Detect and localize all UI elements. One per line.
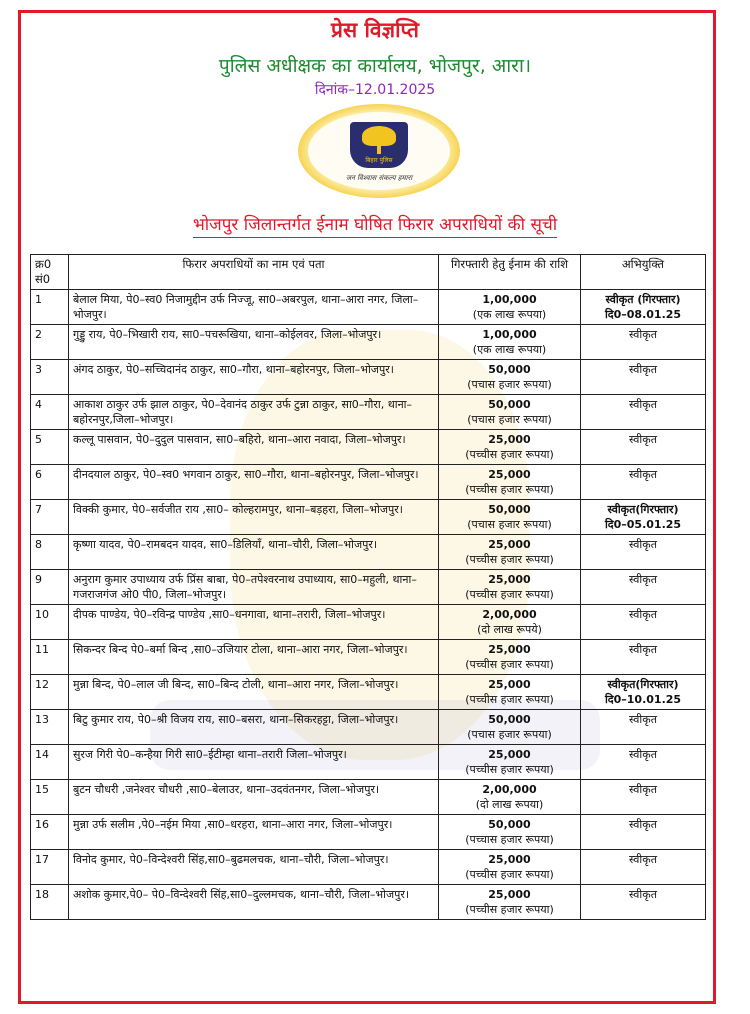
serial-no: 14 xyxy=(31,745,69,780)
remark-cell xyxy=(581,535,706,570)
remark-status: स्वीकृत xyxy=(629,853,657,866)
reward-cell xyxy=(439,710,581,745)
reward-amount: 1,00,000 xyxy=(482,293,537,306)
remark-cell xyxy=(581,325,706,360)
remark-status: स्वीकृत xyxy=(629,713,657,726)
reward-amount: 25,000 xyxy=(488,468,531,481)
arrest-date: दि0–10.01.25 xyxy=(604,693,682,706)
reward-cell xyxy=(439,290,581,325)
table-row xyxy=(31,430,706,465)
reward-amount-words: (पचास हजार रूपया) xyxy=(467,728,552,741)
reward-cell xyxy=(439,640,581,675)
criminal-name-address: मुन्ना उर्फ सलीम ,पे0–नईम मिया ,सा0–धरहरा, थाना–आरा नगर, जिला–भोजपुर। xyxy=(69,815,439,850)
serial-no: 7 xyxy=(31,500,69,535)
serial-no: 4 xyxy=(31,395,69,430)
serial-no: 5 xyxy=(31,430,69,465)
criminal-name-address: अंगद ठाकुर, पे0–सच्चिदानंद ठाकुर, सा0–गौरा, थाना–बहोरनपुर, जिला–भोजपुर। xyxy=(69,360,439,395)
reward-amount: 50,000 xyxy=(488,713,531,726)
table-row xyxy=(31,710,706,745)
serial-no: 13 xyxy=(31,710,69,745)
reward-cell xyxy=(439,500,581,535)
reward-amount: 25,000 xyxy=(488,678,531,691)
reward-amount-words: (दो लाख रूपया) xyxy=(475,798,544,811)
serial-no: 2 xyxy=(31,325,69,360)
criminal-name-address: आकाश ठाकुर उर्फ झाल ठाकुर, पे0–देवानंद ठाकुर उर्फ टुन्ना ठाकुर, सा0–गौरा, थाना–बहोरनपुर,जिला–भोजपुर। xyxy=(69,395,439,430)
header-remark: अभियुक्ति xyxy=(581,255,706,290)
serial-no: 3 xyxy=(31,360,69,395)
reward-cell xyxy=(439,675,581,710)
reward-cell xyxy=(439,745,581,780)
office-name: पुलिस अधीक्षक का कार्यालय, भोजपुर, आरा। xyxy=(218,55,532,77)
table-row xyxy=(31,675,706,710)
reward-amount: 1,00,000 xyxy=(482,328,537,341)
serial-no: 8 xyxy=(31,535,69,570)
serial-no: 18 xyxy=(31,885,69,920)
reward-cell xyxy=(439,570,581,605)
bihar-police-logo xyxy=(298,104,460,198)
logo-inner xyxy=(308,112,450,190)
reward-cell xyxy=(439,325,581,360)
remark-status: स्वीकृत xyxy=(629,818,657,831)
logo-motto: जन विश्वास संकल्प हमारा xyxy=(345,174,413,182)
table-row xyxy=(31,745,706,780)
remark-status: स्वीकृत xyxy=(629,573,657,586)
remark-cell xyxy=(581,815,706,850)
remark-cell xyxy=(581,675,706,710)
police-emblem-icon xyxy=(350,122,408,168)
remark-status: स्वीकृत xyxy=(629,328,657,341)
table-row xyxy=(31,815,706,850)
reward-amount: 50,000 xyxy=(488,398,531,411)
serial-no: 10 xyxy=(31,605,69,640)
criminal-name-address: बेलाल मिया, पे0–स्व0 निजामुद्दीन उर्फ निज्जू, सा0–अबरपुल, थाना–आरा नगर, जिला–भोजपुर। xyxy=(69,290,439,325)
reward-amount: 2,00,000 xyxy=(482,608,537,621)
reward-cell xyxy=(439,815,581,850)
serial-no: 12 xyxy=(31,675,69,710)
remark-status: स्वीकृत xyxy=(629,433,657,446)
table-header-row xyxy=(31,255,706,290)
reward-cell xyxy=(439,850,581,885)
header-serial-no: क्र0 सं0 xyxy=(31,255,69,290)
tree-trunk xyxy=(377,144,381,154)
table-row xyxy=(31,605,706,640)
list-title xyxy=(0,212,750,235)
table-row xyxy=(31,360,706,395)
absconding-criminals-table xyxy=(30,254,706,920)
reward-amount-words: (पच्चीस हजार रूपया) xyxy=(465,483,554,496)
serial-no: 15 xyxy=(31,780,69,815)
reward-amount-words: (पच्चीस हजार रूपया) xyxy=(465,553,554,566)
remark-status: स्वीकृत xyxy=(629,538,657,551)
remark-cell xyxy=(581,430,706,465)
criminal-name-address: विक्की कुमार, पे0–सर्वजीत राय ,सा0– कोल्हरामपुर, थाना–बड़हरा, जिला–भोजपुर। xyxy=(69,500,439,535)
remark-status: स्वीकृत xyxy=(629,783,657,796)
table-row xyxy=(31,465,706,500)
arrest-date: दि0–08.01.25 xyxy=(604,308,682,321)
reward-amount-words: (पचास हजार रूपया) xyxy=(467,518,552,531)
remark-cell xyxy=(581,360,706,395)
criminal-name-address: बिटु कुमार राय, पे0–श्री विजय राय, सा0–बसरा, थाना–सिकरहट्टा, जिला–भोजपुर। xyxy=(69,710,439,745)
reward-amount: 25,000 xyxy=(488,433,531,446)
criminal-name-address: कृष्णा यादव, पे0–रामबदन यादव, सा0–डिलियाँ, थाना–चौरी, जिला–भोजपुर। xyxy=(69,535,439,570)
header-reward: गिरफ्तारी हेतु ईनाम की राशि xyxy=(439,255,581,290)
remark-cell xyxy=(581,570,706,605)
table-row xyxy=(31,395,706,430)
table-row xyxy=(31,290,706,325)
remark-cell xyxy=(581,500,706,535)
remark-status: स्वीकृत xyxy=(629,748,657,761)
remark-status: स्वीकृत xyxy=(629,363,657,376)
reward-cell xyxy=(439,605,581,640)
table-row xyxy=(31,850,706,885)
table-row xyxy=(31,885,706,920)
remark-cell xyxy=(581,780,706,815)
list-title-text: भोजपुर जिलान्तर्गत ईनाम घोषित फिरार अपराधियों की सूची xyxy=(193,215,557,238)
criminal-name-address: विनोद कुमार, पे0–विन्देश्वरी सिंह,सा0–बुढमलचक, थाना–चौरी, जिला–भोजपुर। xyxy=(69,850,439,885)
reward-amount: 50,000 xyxy=(488,503,531,516)
remark-cell xyxy=(581,290,706,325)
reward-cell xyxy=(439,395,581,430)
remark-status: स्वीकृत xyxy=(629,398,657,411)
reward-amount-words: (पच्चीस हजार रूपया) xyxy=(465,448,554,461)
table-row xyxy=(31,570,706,605)
reward-amount-words: (दो लाख रूपये) xyxy=(477,623,542,636)
reward-amount-words: (पच्चीस हजार रूपया) xyxy=(465,868,554,881)
remark-status: स्वीकृत (गिरफ्तार) xyxy=(605,293,681,306)
criminal-name-address: बुटन चौधरी ,जनेश्वर चौधरी ,सा0–बेलाउर, थाना–उदवंतनगर, जिला–भोजपुर। xyxy=(69,780,439,815)
reward-cell xyxy=(439,780,581,815)
reward-amount: 50,000 xyxy=(488,363,531,376)
serial-no: 11 xyxy=(31,640,69,675)
remark-status: स्वीकृत xyxy=(629,888,657,901)
tree-icon xyxy=(362,126,396,146)
remark-status: स्वीकृत xyxy=(629,643,657,656)
reward-cell xyxy=(439,885,581,920)
remark-status: स्वीकृत(गिरफ्तार) xyxy=(607,503,679,516)
criminal-name-address: दीपक पाण्डेय, पे0–रविन्द्र पाण्डेय ,सा0–धनगावा, थाना–तरारी, जिला–भोजपुर। xyxy=(69,605,439,640)
criminal-name-address: सिकन्दर बिन्द पे0–बर्मा बिन्द ,सा0–उजियार टोला, थाना–आरा नगर, जिला–भोजपुर। xyxy=(69,640,439,675)
reward-amount: 25,000 xyxy=(488,853,531,866)
reward-amount-words: (पच्चीस हजार रूपया) xyxy=(465,588,554,601)
press-release-title: प्रेस विज्ञप्ति xyxy=(331,18,419,42)
reward-amount-words: (पचास हजार रूपया) xyxy=(467,378,552,391)
reward-amount-words: (पच्चास हजार रूपया) xyxy=(465,833,554,846)
remark-cell xyxy=(581,395,706,430)
reward-amount: 25,000 xyxy=(488,538,531,551)
arrest-date: दि0–05.01.25 xyxy=(604,518,682,531)
table-row xyxy=(31,640,706,675)
serial-no: 16 xyxy=(31,815,69,850)
table-row xyxy=(31,325,706,360)
criminal-name-address: मुन्ना बिन्द, पे0–लाल जी बिन्द, सा0–बिन्द टोली, थाना–आरा नगर, जिला–भोजपुर। xyxy=(69,675,439,710)
table-row xyxy=(31,535,706,570)
serial-no: 6 xyxy=(31,465,69,500)
remark-cell xyxy=(581,640,706,675)
remark-status: स्वीकृत xyxy=(629,608,657,621)
table-row xyxy=(31,500,706,535)
reward-amount-words: (पचास हजार रूपया) xyxy=(467,413,552,426)
criminal-name-address: सुरज गिरी पे0–कन्हैया गिरी सा0–ईटीम्हा थाना–तरारी जिला–भोजपुर। xyxy=(69,745,439,780)
reward-amount: 25,000 xyxy=(488,748,531,761)
header-name-address: फिरार अपराधियों का नाम एवं पता xyxy=(69,255,439,290)
remark-cell xyxy=(581,850,706,885)
release-date: दिनांक–12.01.2025 xyxy=(314,82,436,98)
remark-status: स्वीकृत(गिरफ्तार) xyxy=(607,678,679,691)
reward-amount: 2,00,000 xyxy=(482,783,537,796)
criminal-name-address: दीनदयाल ठाकुर, पे0–स्व0 भगवान ठाकुर, सा0–गौरा, थाना–बहोरनपुर, जिला–भोजपुर। xyxy=(69,465,439,500)
remark-cell xyxy=(581,745,706,780)
reward-amount: 25,000 xyxy=(488,888,531,901)
reward-amount-words: (पच्चीस हजार रूपया) xyxy=(465,903,554,916)
reward-amount-words: (पच्चीस हजार रूपया) xyxy=(465,763,554,776)
table-row xyxy=(31,780,706,815)
criminal-name-address: अनुराग कुमार उपाध्याय उर्फ प्रिंस बाबा, पे0–तपेश्वरनाथ उपाध्याय, सा0–महुली, थाना–गजराजगंज ओ0 पी0, जिला–भोजपुर। xyxy=(69,570,439,605)
remark-cell xyxy=(581,885,706,920)
reward-amount-words: (पच्चीस हजार रूपया) xyxy=(465,658,554,671)
reward-cell xyxy=(439,465,581,500)
remark-status: स्वीकृत xyxy=(629,468,657,481)
serial-no: 1 xyxy=(31,290,69,325)
emblem-text: बिहार पुलिस xyxy=(365,157,393,164)
remark-cell xyxy=(581,465,706,500)
criminal-name-address: अशोक कुमार,पे0– पे0–विन्देश्वरी सिंह,सा0–दुल्लमचक, थाना–चौरी, जिला–भोजपुर। xyxy=(69,885,439,920)
criminal-name-address: गुड्डु राय, पे0–भिखारी राय, सा0–पचरूखिया, थाना–कोईलवर, जिला–भोजपुर। xyxy=(69,325,439,360)
reward-amount: 25,000 xyxy=(488,573,531,586)
reward-amount-words: (एक लाख रूपया) xyxy=(472,308,547,321)
reward-amount-words: (पच्चीस हजार रूपया) xyxy=(465,693,554,706)
serial-no: 9 xyxy=(31,570,69,605)
remark-cell xyxy=(581,710,706,745)
reward-amount-words: (एक लाख रूपया) xyxy=(472,343,547,356)
reward-cell xyxy=(439,360,581,395)
criminal-name-address: कल्लू पासवान, पे0–दुदुल पासवान, सा0–बहिरो, थाना–आरा नवादा, जिला–भोजपुर। xyxy=(69,430,439,465)
reward-cell xyxy=(439,535,581,570)
reward-amount: 25,000 xyxy=(488,643,531,656)
serial-no: 17 xyxy=(31,850,69,885)
reward-cell xyxy=(439,430,581,465)
reward-amount: 50,000 xyxy=(488,818,531,831)
remark-cell xyxy=(581,605,706,640)
